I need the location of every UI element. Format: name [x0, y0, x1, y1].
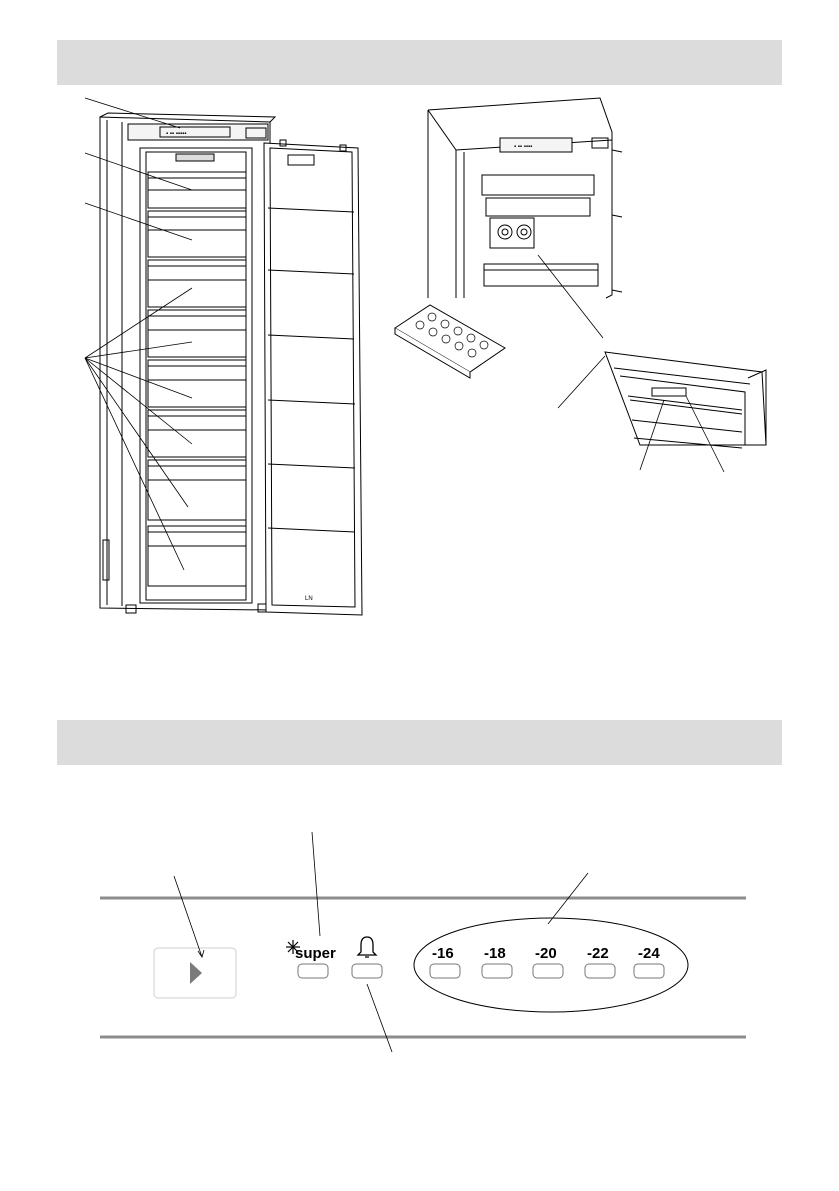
ice-tray-illustration: [395, 305, 505, 378]
callout-leader-lines-panel: [174, 832, 588, 1052]
svg-text:▪ ▪▪ ▪▪▪▪: ▪ ▪▪ ▪▪▪▪: [514, 144, 533, 150]
alarm-button[interactable]: [352, 964, 382, 978]
temp-button-0[interactable]: [430, 964, 460, 978]
temp-label-3: -22: [587, 945, 609, 962]
temp-button-4[interactable]: [634, 964, 664, 978]
temp-button-2[interactable]: [533, 964, 563, 978]
door-inside-detail-illustration: [605, 352, 766, 448]
control-panel: [100, 832, 746, 1052]
temp-button-3[interactable]: [585, 964, 615, 978]
door-label: LN: [305, 596, 313, 602]
super-label: super: [295, 945, 336, 962]
ice-maker-detail-illustration: [428, 98, 622, 298]
freezer-cabinet-illustration: [100, 113, 275, 613]
temp-button-1[interactable]: [482, 964, 512, 978]
temp-label-2: -20: [535, 945, 557, 962]
bell-icon: [358, 937, 376, 957]
freezer-door-illustration: [264, 140, 362, 615]
temp-label-0: -16: [432, 945, 454, 962]
super-freeze-button[interactable]: [298, 964, 328, 978]
svg-text:▪ ▪▪ ▪▪▪▪▪: ▪ ▪▪ ▪▪▪▪▪: [166, 131, 187, 137]
temp-label-4: -24: [638, 945, 660, 962]
temp-label-1: -18: [484, 945, 506, 962]
